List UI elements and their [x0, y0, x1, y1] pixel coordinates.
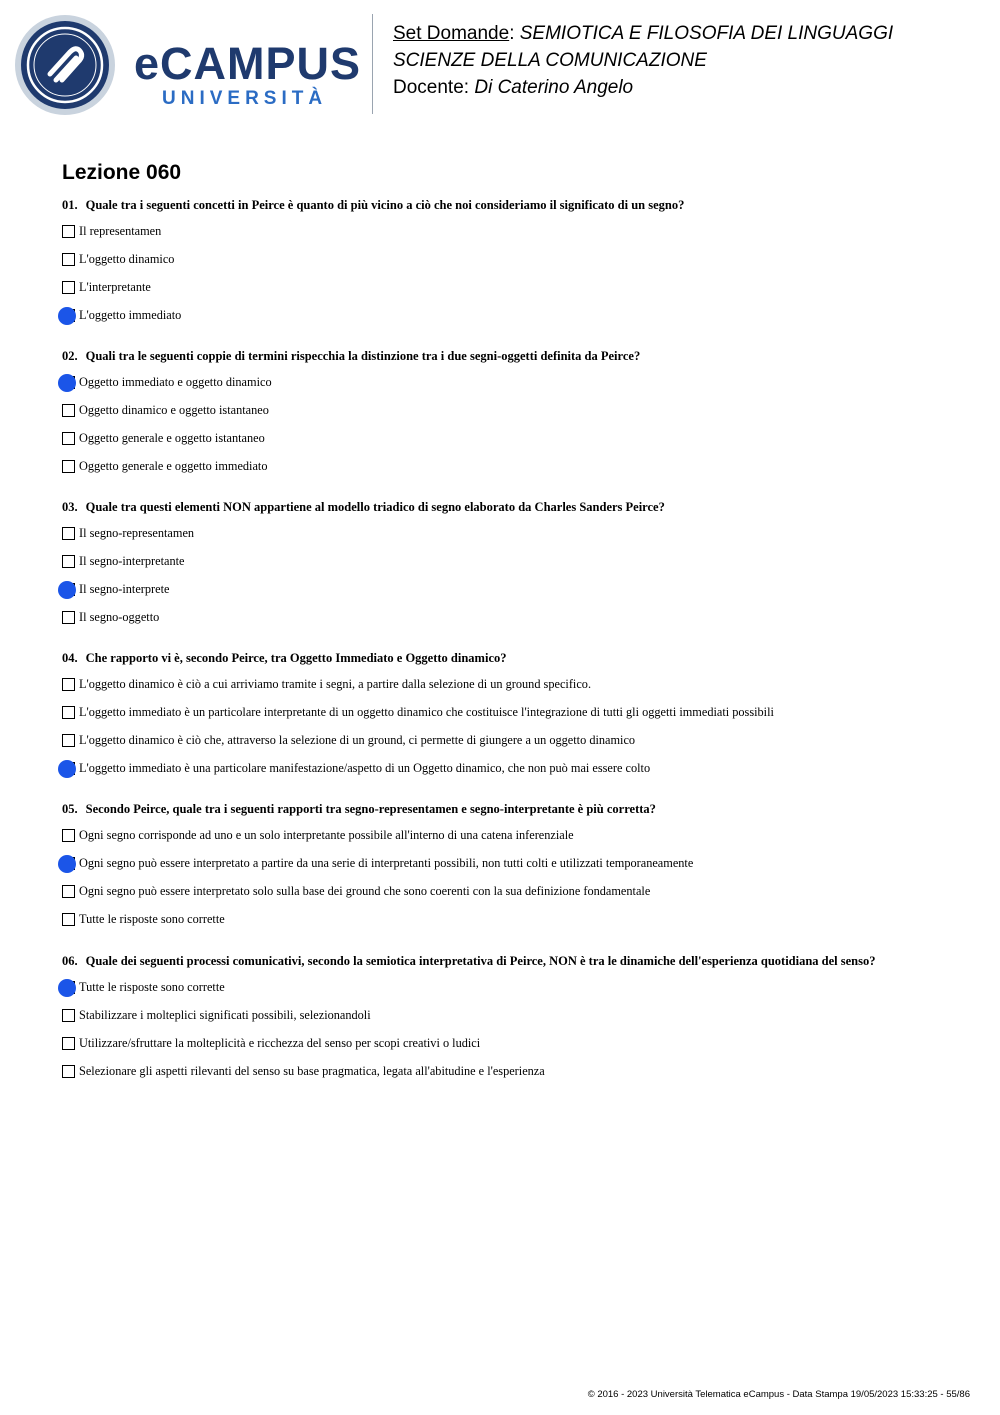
- checkbox-selected[interactable]: [62, 857, 75, 870]
- checkbox[interactable]: [62, 706, 75, 719]
- answer-option[interactable]: [62, 552, 185, 570]
- checkbox-selected[interactable]: [62, 762, 75, 775]
- answer-label: Utilizzare/sfruttare la molteplicità e ricchezza del senso per scopi creativi o ludici: [79, 1035, 481, 1050]
- answer-option[interactable]: [62, 731, 635, 749]
- answer-option[interactable]: [62, 222, 161, 240]
- answer-label: L'interpretante: [79, 279, 151, 294]
- answer-option[interactable]: [62, 278, 151, 296]
- question-label: Quale dei seguenti processi comunicativi, secondo la semiotica interpretativa di Peirce, NON è tra le dinamiche dell'esperienza quotidiana del senso?: [85, 954, 876, 968]
- answer-label: Tutte le risposte sono corrette: [79, 979, 225, 994]
- answer-option[interactable]: [62, 1006, 371, 1024]
- checkbox[interactable]: [62, 555, 75, 568]
- question-text: [62, 500, 665, 515]
- question-label: Quali tra le seguenti coppie di termini rispecchia la distinzione tra i due segni-oggetti definita da Peirce?: [85, 349, 641, 363]
- answer-label: Il segno-representamen: [79, 525, 195, 540]
- answer-option[interactable]: [62, 759, 650, 777]
- answer-option[interactable]: [62, 457, 268, 475]
- answer-option[interactable]: [62, 250, 174, 268]
- logo-title: eCAMPUS: [134, 38, 362, 89]
- answer-label: L'oggetto dinamico è ciò che, attraverso la selezione di un ground, ci permette di giungere a un oggetto dinamico: [79, 732, 636, 747]
- set-title: SEMIOTICA E FILOSOFIA DEI LINGUAGGI: [519, 23, 894, 44]
- header-divider: [372, 14, 373, 114]
- checkbox[interactable]: [62, 734, 75, 747]
- checkbox[interactable]: [62, 1065, 75, 1078]
- answer-label: Tutte le risposte sono corrette: [79, 911, 225, 926]
- answer-label: L'oggetto immediato è una particolare manifestazione/aspetto di un Oggetto dinamico, che non può mai essere colto: [79, 760, 651, 775]
- answer-option[interactable]: [62, 882, 650, 900]
- question-label: Quale tra questi elementi NON appartiene al modello triadico di segno elaborato da Charles Sanders Peirce?: [85, 500, 665, 514]
- answer-label: L'oggetto immediato: [79, 307, 182, 322]
- question-number: 03.: [62, 500, 78, 514]
- answer-label: L'oggetto dinamico è ciò a cui arriviamo tramite i segni, a partire dalla selezione di un ground specifico.: [79, 676, 592, 691]
- teacher-label: Docente: [393, 77, 464, 98]
- question-number: 05.: [62, 802, 78, 816]
- answer-label: Ogni segno può essere interpretato solo sulla base dei ground che sono coerenti con la sua definizione fondamentale: [79, 883, 651, 898]
- question-label: Secondo Peirce, quale tra i seguenti rapporti tra segno-representamen e segno-interpretante è più corretta?: [85, 802, 656, 816]
- checkbox[interactable]: [62, 829, 75, 842]
- checkbox-selected[interactable]: [62, 583, 75, 596]
- checkbox[interactable]: [62, 611, 75, 624]
- logo-subtitle: UNIVERSITÀ: [162, 88, 328, 109]
- answer-option[interactable]: [62, 854, 693, 872]
- checkbox-selected[interactable]: [62, 376, 75, 389]
- answer-label: Oggetto immediato e oggetto dinamico: [79, 374, 272, 389]
- checkbox[interactable]: [62, 678, 75, 691]
- answer-option[interactable]: [62, 910, 225, 928]
- university-seal-icon: [14, 14, 116, 116]
- answer-label: Selezionare gli aspetti rilevanti del senso su base pragmatica, legata all'abitudine e l'esperienza: [79, 1063, 545, 1078]
- ecampus-logo: [14, 14, 362, 118]
- answer-option[interactable]: [62, 675, 591, 693]
- answer-option[interactable]: [62, 826, 574, 844]
- checkbox[interactable]: [62, 1009, 75, 1022]
- question-text: [62, 198, 684, 213]
- answer-label: Oggetto dinamico e oggetto istantaneo: [79, 402, 269, 417]
- checkbox-selected[interactable]: [62, 981, 75, 994]
- lesson-title: Lezione 060: [62, 161, 182, 184]
- checkbox[interactable]: [62, 913, 75, 926]
- answer-option[interactable]: [62, 978, 225, 996]
- answer-option[interactable]: [62, 401, 269, 419]
- answer-label: L'oggetto dinamico: [79, 251, 175, 266]
- course-name: SCIENZE DELLA COMUNICAZIONE: [393, 50, 707, 71]
- checkbox-selected[interactable]: [62, 309, 75, 322]
- question-number: 02.: [62, 349, 78, 363]
- answer-option[interactable]: [62, 306, 181, 324]
- checkbox[interactable]: [62, 885, 75, 898]
- answer-label: Il segno-interprete: [79, 581, 170, 596]
- checkbox[interactable]: [62, 253, 75, 266]
- answer-option[interactable]: [62, 703, 774, 721]
- answer-label: Oggetto generale e oggetto immediato: [79, 458, 268, 473]
- answer-option[interactable]: [62, 429, 265, 447]
- question-text: [62, 802, 656, 817]
- answer-label: Oggetto generale e oggetto istantaneo: [79, 430, 265, 445]
- question-number: 06.: [62, 954, 78, 968]
- answer-option[interactable]: [62, 1034, 480, 1052]
- answer-label: Ogni segno corrisponde ad uno e un solo interpretante possibile all'interno di una catena inferenziale: [79, 827, 574, 842]
- question-number: 01.: [62, 198, 78, 212]
- question-label: Che rapporto vi è, secondo Peirce, tra Oggetto Immediato e Oggetto dinamico?: [85, 651, 507, 665]
- set-label: Set Domande: [393, 23, 510, 44]
- teacher-name: Di Caterino Angelo: [474, 77, 634, 98]
- question-label: Quale tra i seguenti concetti in Peirce è quanto di più vicino a ciò che noi consideriamo il significato di un segno?: [85, 198, 685, 212]
- question-text: [62, 349, 640, 364]
- answer-option[interactable]: [62, 580, 169, 598]
- answer-label: Il representamen: [79, 223, 162, 238]
- answer-option[interactable]: [62, 373, 272, 391]
- answer-option[interactable]: [62, 1062, 545, 1080]
- answer-option[interactable]: [62, 524, 194, 542]
- checkbox[interactable]: [62, 432, 75, 445]
- checkbox[interactable]: [62, 404, 75, 417]
- checkbox[interactable]: [62, 460, 75, 473]
- question-text: [62, 651, 507, 666]
- checkbox[interactable]: [62, 281, 75, 294]
- answer-label: Stabilizzare i molteplici significati possibili, selezionandoli: [79, 1007, 371, 1022]
- answer-option[interactable]: [62, 608, 159, 626]
- answer-label: L'oggetto immediato è un particolare interpretante di un oggetto dinamico che costituisce l'integrazione di tutti gli oggetti immediati possibili: [79, 704, 774, 719]
- checkbox[interactable]: [62, 1037, 75, 1050]
- question-text: [62, 954, 876, 969]
- answer-label: Ogni segno può essere interpretato a partire da una serie di interpretanti possibili, non tutti colti e utilizzati temporaneamente: [79, 855, 694, 870]
- checkbox[interactable]: [62, 225, 75, 238]
- question-number: 04.: [62, 651, 78, 665]
- answer-label: Il segno-oggetto: [79, 609, 160, 624]
- set-info: Set Domande: SEMIOTICA E FILOSOFIA DEI LINGUAGGI SCIENZE DELLA COMUNICAZIONE Docente: Di Caterino Angelo: [393, 23, 894, 98]
- footer: © 2016 - 2023 Università Telematica eCampus - Data Stampa 19/05/2023 15:33:25 - 55/86: [587, 1389, 970, 1400]
- checkbox[interactable]: [62, 527, 75, 540]
- answer-label: Il segno-interpretante: [79, 553, 185, 568]
